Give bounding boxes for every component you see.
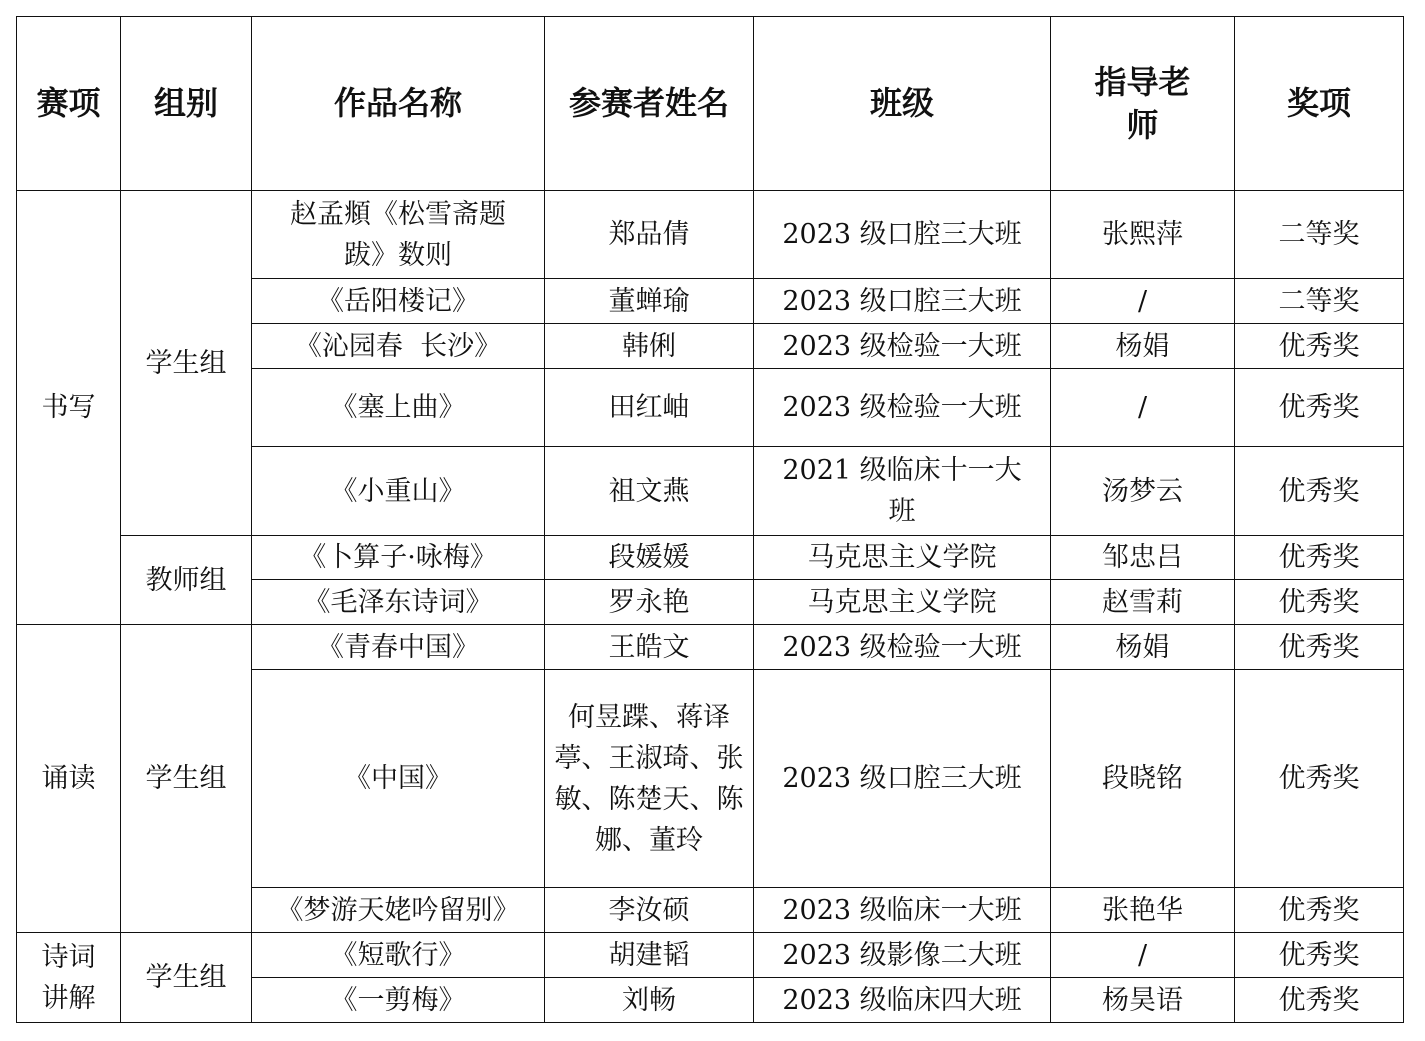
award-cell	[1235, 536, 1404, 580]
teacher-cell	[1051, 536, 1235, 580]
teacher-name: 赵雪莉	[1102, 586, 1183, 618]
class-cell	[754, 933, 1051, 978]
award-name: 优秀奖	[1278, 939, 1360, 971]
event-cell	[17, 625, 121, 933]
work-title: 《毛泽东诗词》	[303, 586, 493, 618]
awards-table	[16, 16, 1404, 1023]
header-group: 组别	[153, 84, 218, 122]
teacher-cell	[1051, 580, 1235, 625]
work-cell	[252, 279, 545, 324]
header-cell	[17, 17, 121, 191]
class-name: 2023 级临床四大班	[782, 984, 1022, 1016]
award-cell	[1235, 580, 1404, 625]
teacher-name: 邹忠吕	[1102, 542, 1183, 573]
class-name: 2023 级检验一大班	[782, 392, 1022, 423]
participant-cell	[545, 447, 754, 536]
class-name: 2023 级检验一大班	[782, 330, 1022, 362]
participant-cell	[545, 536, 754, 580]
header-class: 班级	[869, 84, 934, 122]
teacher-name: 杨昊语	[1102, 984, 1183, 1016]
header-event: 赛项	[36, 84, 101, 122]
participant-name: 刘畅	[622, 984, 676, 1016]
award-cell	[1235, 978, 1404, 1023]
teacher-cell	[1051, 933, 1235, 978]
participant-name: 田红岫	[608, 392, 690, 423]
work-cell	[252, 191, 545, 279]
header-row	[17, 17, 1404, 191]
class-name: 2023 级临床一大班	[782, 894, 1022, 926]
header-cell	[252, 17, 545, 191]
participant-name: 何昱蹀、蒋译葶、王淑琦、张敏、陈楚天、陈娜、董玲	[554, 701, 744, 856]
group-cell	[121, 933, 252, 1023]
group-label: 教师组	[145, 564, 227, 596]
work-title: 《短歌行》	[330, 939, 466, 971]
class-cell	[754, 888, 1051, 933]
teacher-cell	[1051, 369, 1235, 447]
award-name: 优秀奖	[1278, 894, 1360, 926]
work-cell	[252, 625, 545, 670]
class-name: 2023 级口腔三大班	[782, 763, 1022, 794]
event-cell	[17, 191, 121, 625]
work-title: 《中国》	[344, 763, 452, 794]
table-row	[17, 625, 1404, 670]
teacher-name: 段晓铭	[1102, 763, 1183, 794]
participant-name: 王皓文	[608, 631, 690, 663]
event-label: 诗词讲解	[41, 941, 96, 1014]
participant-cell	[545, 279, 754, 324]
participant-name: 郑品倩	[608, 219, 690, 250]
header-cell	[545, 17, 754, 191]
participant-cell	[545, 580, 754, 625]
work-cell	[252, 580, 545, 625]
class-cell	[754, 580, 1051, 625]
award-name: 优秀奖	[1278, 542, 1360, 573]
header-cell	[121, 17, 252, 191]
class-name: 2023 级口腔三大班	[782, 285, 1022, 317]
teacher-name: 汤梦云	[1102, 475, 1183, 507]
participant-cell	[545, 888, 754, 933]
teacher-name: 杨娟	[1115, 631, 1170, 663]
group-label: 学生组	[145, 763, 227, 794]
award-cell	[1235, 191, 1404, 279]
class-cell	[754, 536, 1051, 580]
award-name: 优秀奖	[1278, 475, 1360, 507]
class-cell	[754, 625, 1051, 670]
header-cell	[1235, 17, 1404, 191]
award-name: 二等奖	[1278, 285, 1360, 317]
class-cell	[754, 447, 1051, 536]
work-cell	[252, 933, 545, 978]
header-cell	[1051, 17, 1235, 191]
participant-cell	[545, 369, 754, 447]
teacher-cell	[1051, 670, 1235, 888]
teacher-name: 张艳华	[1102, 894, 1183, 926]
participant-name: 祖文燕	[608, 475, 690, 507]
award-name: 优秀奖	[1278, 763, 1360, 794]
award-name: 优秀奖	[1278, 631, 1360, 663]
award-cell	[1235, 670, 1404, 888]
class-name: 马克思主义学院	[807, 542, 997, 573]
participant-cell	[545, 670, 754, 888]
group-label: 学生组	[145, 962, 227, 993]
work-cell	[252, 978, 545, 1023]
class-name: 2023 级口腔三大班	[782, 219, 1022, 250]
header-award: 奖项	[1286, 84, 1351, 122]
class-cell	[754, 369, 1051, 447]
teacher-name: /	[1137, 392, 1148, 423]
award-name: 优秀奖	[1278, 586, 1360, 618]
table-row	[17, 191, 1404, 279]
work-cell	[252, 670, 545, 888]
table-row	[17, 933, 1404, 978]
award-cell	[1235, 279, 1404, 324]
table-row	[17, 536, 1404, 580]
award-name: 优秀奖	[1278, 984, 1360, 1016]
teacher-cell	[1051, 888, 1235, 933]
award-name: 二等奖	[1278, 219, 1360, 250]
class-cell	[754, 191, 1051, 279]
event-label: 书写	[41, 392, 96, 423]
work-cell	[252, 369, 545, 447]
work-title: 《梦游天姥吟留别》	[276, 894, 520, 926]
award-name: 优秀奖	[1278, 392, 1360, 423]
event-label: 诵读	[41, 763, 96, 794]
header-cell	[754, 17, 1051, 191]
header-work: 作品名称	[333, 84, 462, 122]
class-name: 马克思主义学院	[807, 586, 997, 618]
participant-cell	[545, 324, 754, 369]
participant-name: 董蝉瑜	[608, 285, 690, 317]
work-title: 《一剪梅》	[330, 984, 466, 1016]
work-title: 《沁园春 长沙》	[294, 330, 502, 362]
class-name: 2023 级影像二大班	[782, 939, 1022, 971]
participant-cell	[545, 978, 754, 1023]
teacher-cell	[1051, 447, 1235, 536]
award-cell	[1235, 888, 1404, 933]
work-title: 《卜算子·咏梅》	[299, 542, 497, 573]
award-cell	[1235, 447, 1404, 536]
teacher-cell	[1051, 191, 1235, 279]
participant-cell	[545, 191, 754, 279]
teacher-name: /	[1137, 939, 1148, 971]
group-cell	[121, 625, 252, 933]
teacher-cell	[1051, 279, 1235, 324]
award-cell	[1235, 369, 1404, 447]
work-cell	[252, 447, 545, 536]
work-cell	[252, 536, 545, 580]
class-cell	[754, 670, 1051, 888]
group-label: 学生组	[145, 347, 227, 379]
participant-name: 胡建韬	[608, 939, 690, 971]
work-title: 《岳阳楼记》	[317, 285, 479, 317]
work-cell	[252, 324, 545, 369]
group-cell	[121, 536, 252, 625]
work-cell	[252, 888, 545, 933]
award-cell	[1235, 625, 1404, 670]
teacher-cell	[1051, 978, 1235, 1023]
teacher-cell	[1051, 625, 1235, 670]
teacher-name: 张熙萍	[1102, 219, 1183, 250]
participant-name: 罗永艳	[608, 586, 690, 618]
class-cell	[754, 279, 1051, 324]
event-cell	[17, 933, 121, 1023]
teacher-name: 杨娟	[1115, 330, 1170, 362]
group-cell	[121, 191, 252, 536]
work-title: 《小重山》	[330, 475, 466, 507]
class-cell	[754, 324, 1051, 369]
participant-cell	[545, 625, 754, 670]
award-cell	[1235, 933, 1404, 978]
class-cell	[754, 978, 1051, 1023]
header-participant: 参赛者姓名	[568, 84, 729, 122]
participant-name: 段媛媛	[608, 542, 690, 573]
participant-cell	[545, 933, 754, 978]
work-title: 《塞上曲》	[330, 392, 466, 423]
participant-name: 李汝硕	[608, 894, 690, 926]
work-title: 《青春中国》	[317, 631, 479, 663]
class-name: 2023 级检验一大班	[782, 631, 1022, 663]
teacher-name: /	[1137, 285, 1148, 317]
header-teacher: 指导老师	[1094, 62, 1191, 144]
award-cell	[1235, 324, 1404, 369]
class-name: 2021 级临床十一大班	[782, 455, 1022, 527]
award-name: 优秀奖	[1278, 330, 1360, 362]
work-title: 赵孟頫《松雪斋题跋》数则	[290, 198, 506, 271]
teacher-cell	[1051, 324, 1235, 369]
participant-name: 韩俐	[622, 330, 676, 362]
